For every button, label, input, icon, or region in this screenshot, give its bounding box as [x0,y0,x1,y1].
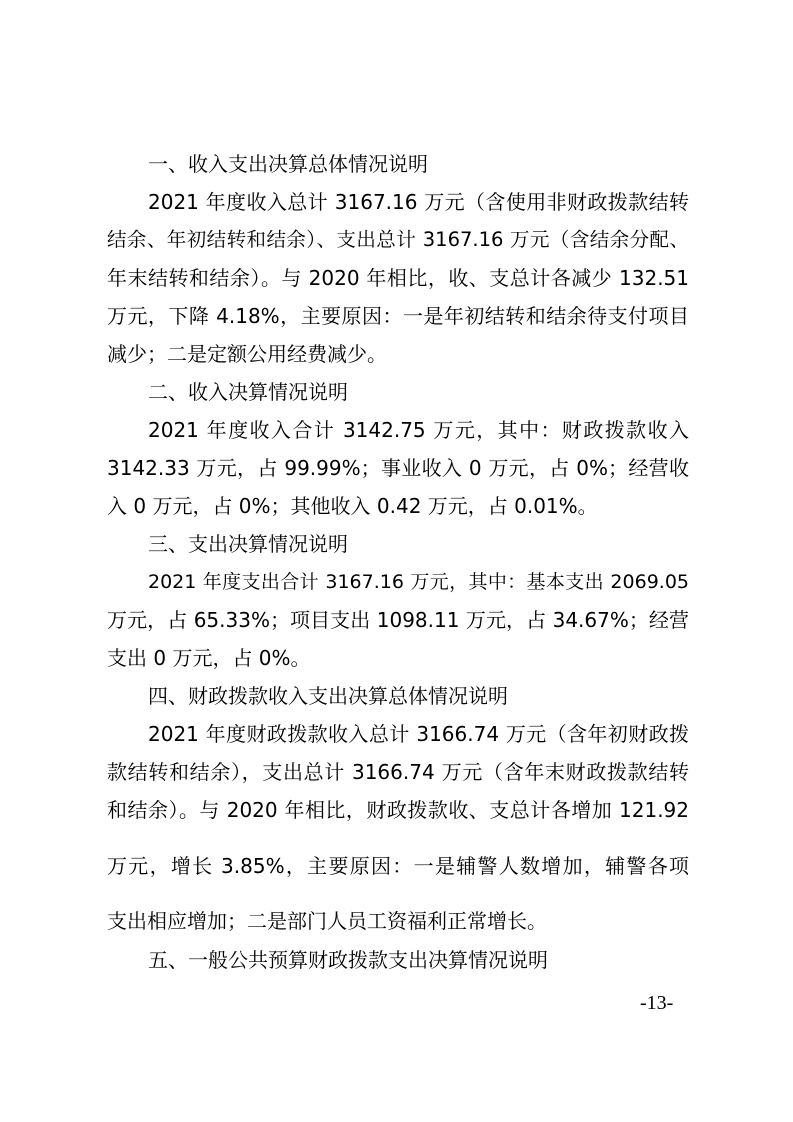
paragraph-line: 万元，占 65.33%；项目支出 1098.11 万元，占 34.67%；经营 [107,608,689,632]
paragraph-line: 支出相应增加；二是部门人员工资福利正常增长。 [107,909,547,933]
paragraph-line: 年末结转和结余）。与 2020 年相比，收、支总计各减少 132.51 [107,266,689,290]
paragraph-line: 结余、年初结转和结余）、支出总计 3167.16 万元（含结余分配、 [107,228,689,251]
paragraph-line: 2021 年度收入总计 3167.16 万元（含使用非财政拨款结转 [148,190,689,214]
paragraph-line: 2021 年度财政拨款收入总计 3166.74 万元（含年初财政拨 [148,722,689,746]
section-heading-2: 二、收入决算情况说明 [148,380,348,404]
paragraph-line: 3142.33 万元，占 99.99%；事业收入 0 万元，占 0%；经营收 [107,456,689,480]
paragraph-line: 2021 年度支出合计 3167.16 万元，其中：基本支出 2069.05 [148,571,689,593]
paragraph-line: 入 0 万元，占 0%；其他收入 0.42 万元，占 0.01%。 [107,494,598,518]
paragraph-line: 万元，增长 3.85%，主要原因：一是辅警人数增加，辅警各项 [107,854,689,878]
paragraph-line: 减少；二是定额公用经费减少。 [107,342,387,366]
section-heading-5: 五、一般公共预算财政拨款支出决算情况说明 [148,948,548,972]
paragraph-line: 和结余）。与 2020 年相比，财政拨款收、支总计各增加 121.92 [107,798,689,822]
paragraph-line: 款结转和结余），支出总计 3166.74 万元（含年末财政拨款结转 [107,760,689,784]
section-heading-1: 一、收入支出决算总体情况说明 [148,152,428,176]
section-heading-4: 四、财政拨款收入支出决算总体情况说明 [148,684,508,708]
page-number: -13- [640,992,674,1014]
paragraph-line: 万元，下降 4.18%，主要原因：一是年初结转和结余待支付项目 [107,304,689,328]
paragraph-line: 2021 年度收入合计 3142.75 万元，其中：财政拨款收入 [148,418,689,442]
section-heading-3: 三、支出决算情况说明 [148,532,348,556]
paragraph-line: 支出 0 万元，占 0%。 [107,646,311,670]
